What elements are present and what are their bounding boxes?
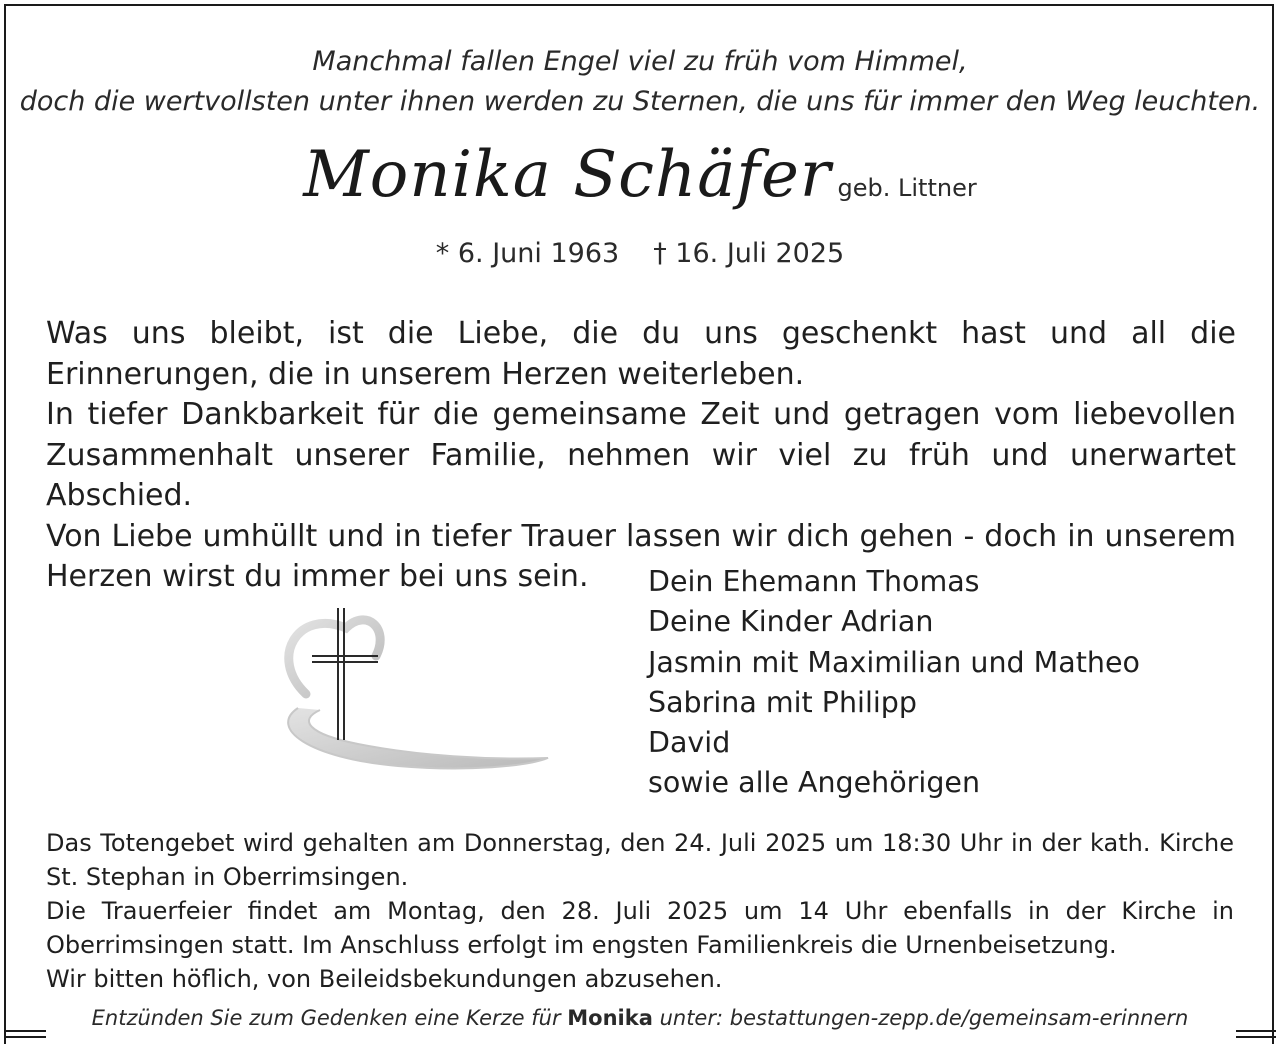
family-member: Jasmin mit Maximilian und Matheo [648, 645, 1140, 679]
deceased-name: Monika Schäfer [303, 138, 832, 212]
frame-corner-right-double [1236, 1036, 1276, 1038]
footer-prefix: Entzünden Sie zum Gedenken eine Kerze für [91, 1006, 561, 1030]
family-member: Dein Ehemann Thomas [648, 565, 980, 598]
death-date: † 16. Juli 2025 [653, 238, 845, 269]
footer-highlight-name: Monika [567, 1006, 653, 1030]
frame-corner-left-double [4, 1036, 46, 1038]
message-paragraph-2: In tiefer Dankbarkeit für die gemeinsame Zeit und getragen vom liebevollen Zusammenhalt unserer Familie, nehmen wir viel zu früh und unerwartet Abschied. [46, 397, 1236, 513]
birth-date: * 6. Juni 1963 [435, 238, 620, 269]
message-paragraph-3: Von Liebe umhüllt und in tiefer Trauer lassen wir dich gehen - doch in unserem Herzen wirst du immer bei uns sein. [46, 518, 1236, 594]
family-member: sowie alle Angehörigen [648, 766, 981, 800]
family-member: Deine Kinder Adrian [648, 605, 934, 639]
quote-line-2: doch die wertvollsten unter ihnen werden zu Sternen, die uns für immer den Weg leuchten. [19, 86, 1261, 117]
frame-corner-left [4, 1030, 46, 1032]
life-dates [0, 238, 1280, 269]
message-paragraph-1: Was uns bleibt, ist die Liebe, die du uns geschenkt hast und all die Erinnerungen, die in unserem Herzen weiterleben. [46, 316, 1236, 392]
footer-link-text[interactable]: unter: bestattungen-zepp.de/gemeinsam-erinnern [659, 1006, 1189, 1030]
family-member: Sabrina mit Philipp [648, 685, 917, 719]
frame-corner-right [1236, 1030, 1276, 1032]
info-paragraph-1: Das Totengebet wird gehalten am Donnerstag, den 24. Juli 2025 um 18:30 Uhr in der kath. Kirche St. Stephan in Oberrimsingen. [46, 829, 1234, 891]
footer-note [0, 1006, 1280, 1030]
opening-quote [0, 42, 1280, 122]
service-information [46, 826, 1234, 996]
family-list [648, 562, 1140, 804]
info-paragraph-2: Die Trauerfeier findet am Montag, den 28. Juli 2025 um 14 Uhr ebenfalls in der Kirche in Oberrimsingen statt. Im Anschluss erfolgt im engsten Familienkreis die Urnenbeisetzung. [46, 897, 1234, 959]
heart-cross-icon [268, 598, 558, 778]
deceased-name-row [0, 138, 1280, 212]
family-member: David [648, 726, 731, 760]
memorial-message [46, 314, 1236, 598]
quote-line-1: Manchmal fallen Engel viel zu früh vom Himmel, [312, 46, 968, 77]
info-paragraph-3: Wir bitten höflich, von Beileidsbekundungen abzusehen. [46, 965, 723, 993]
maiden-name: geb. Littner [837, 174, 977, 202]
